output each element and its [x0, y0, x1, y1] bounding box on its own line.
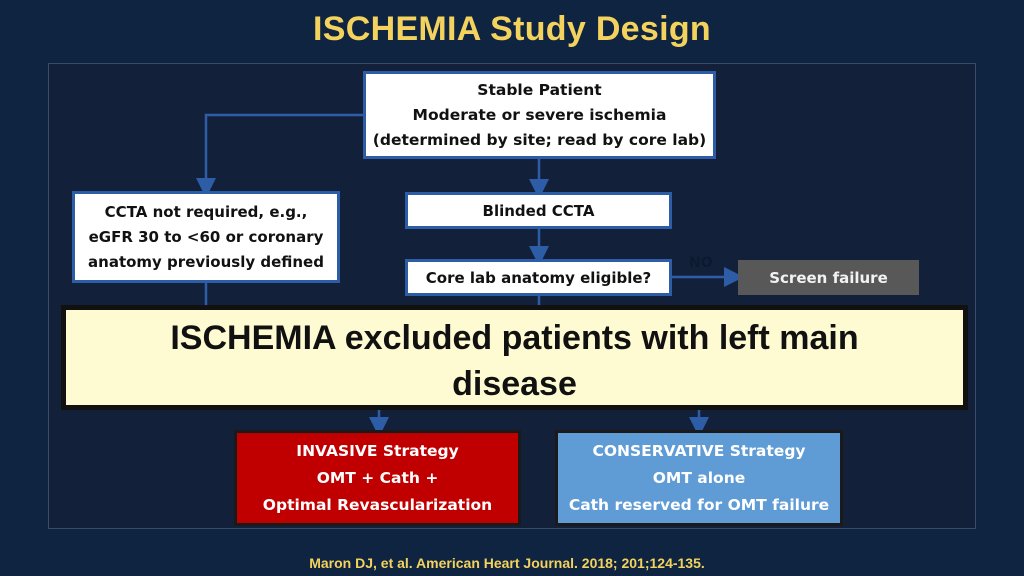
invasive-line-1: INVASIVE Strategy: [296, 441, 459, 460]
screen-failure-box: [738, 260, 919, 295]
slide-title: ISCHEMIA Study Design: [313, 10, 711, 48]
invasive-line-2: OMT + Cath +: [316, 468, 439, 487]
conservative-line-2: OMT alone: [652, 468, 746, 487]
conservative-strategy-box: [555, 430, 843, 526]
connector-stable-to-ccta-not-required: [206, 115, 363, 188]
stable-patient-line-3: (determined by site; read by core lab): [372, 130, 707, 149]
no-branch-label: NO: [689, 255, 713, 271]
core-lab-eligible-label: Core lab anatomy eligible?: [425, 268, 652, 287]
banner-line-2: disease: [452, 365, 577, 403]
screen-failure-label: Screen failure: [769, 268, 888, 287]
conservative-line-3: Cath reserved for OMT failure: [568, 495, 830, 514]
core-lab-eligible-box: [405, 259, 672, 296]
ccta-not-required-line-3: anatomy previously defined: [88, 252, 324, 271]
ccta-not-required-line-2: eGFR 30 to <60 or coronary: [88, 227, 324, 246]
ccta-not-required-line-1: CCTA not required, e.g.,: [104, 202, 308, 221]
stable-patient-box: [363, 71, 716, 159]
conservative-line-1: CONSERVATIVE Strategy: [592, 441, 806, 460]
blinded-ccta-label: Blinded CCTA: [482, 201, 595, 220]
stable-patient-line-1: Stable Patient: [477, 80, 602, 99]
blinded-ccta-box: [405, 192, 672, 229]
banner-line-1: ISCHEMIA excluded patients with left main: [170, 319, 859, 357]
invasive-line-3: Optimal Revascularization: [262, 495, 493, 514]
stable-patient-line-2: Moderate or severe ischemia: [412, 105, 667, 124]
ccta-not-required-box: [72, 191, 340, 283]
citation: Maron DJ, et al. American Heart Journal. 2018; 201;124-135.: [309, 555, 705, 571]
invasive-strategy-box: [234, 430, 521, 526]
left-main-exclusion-banner: [61, 305, 968, 410]
